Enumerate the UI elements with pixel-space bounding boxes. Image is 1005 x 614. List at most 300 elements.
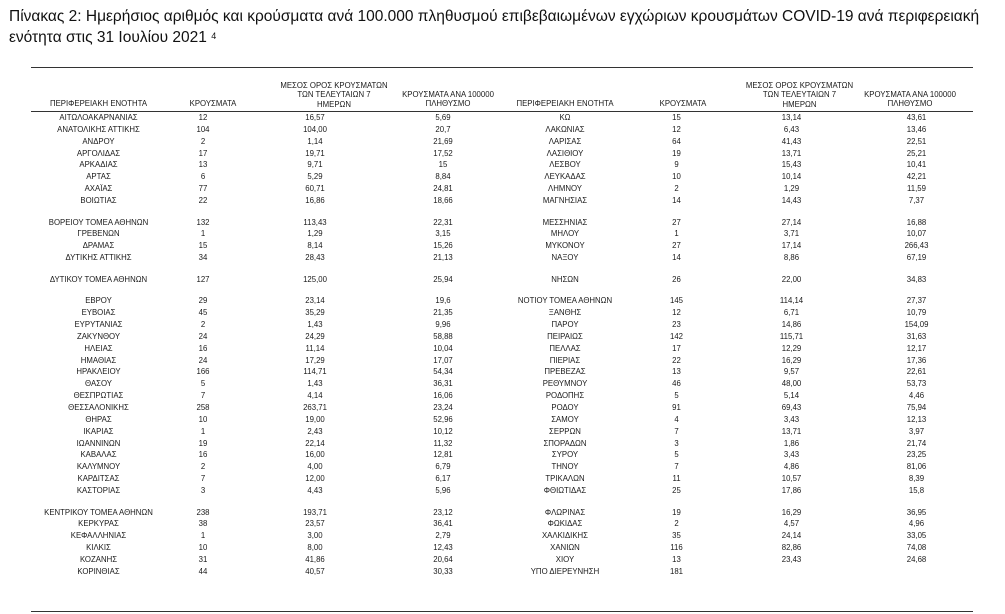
cases-cell: 7 [200,474,206,484]
table-row [500,159,973,171]
per100k-cell: 19,6 [435,296,451,306]
per100k-cell: 9,96 [435,319,451,329]
region-name-cell: ΔΥΤΙΚΗΣ ΑΤΤΙΚΗΣ [65,253,132,263]
per100k-cell: 6,79 [435,462,451,472]
avg7-cell: 41,86 [305,554,325,564]
region-name-cell: ΠΑΡΟΥ [551,319,579,329]
region-name-cell: ΛΕΣΒΟΥ [549,160,581,170]
avg7-cell: 3,00 [307,531,323,541]
region-name-cell: ΖΑΚΥΝΘΟΥ [76,331,121,341]
table-row [500,274,973,286]
regions-table-left [31,112,496,578]
per100k-cell: 15 [438,160,448,170]
table-row [500,343,973,355]
region-name-cell: ΒΟΡΕΙΟΥ ΤΟΜΕΑ ΑΘΗΝΩΝ [48,217,149,227]
avg7-cell: 1,29 [307,229,323,239]
table-row [31,461,496,473]
avg7-cell: 9,71 [307,160,323,170]
per100k-cell: 13,46 [906,124,927,134]
cases-cell: 12 [198,113,208,122]
cases-cell: 2 [674,519,679,529]
avg7-cell: 13,14 [781,113,802,122]
per100k-cell: 33,05 [906,531,927,541]
cases-cell: 7 [674,426,679,436]
regions-table-right [500,112,973,578]
region-name-cell: ΣΕΡΡΩΝ [549,426,581,436]
cases-cell: 2 [200,462,206,472]
table-row [500,331,973,343]
per100k-cell: 21,35 [433,308,453,318]
avg7-cell: 16,57 [305,113,325,122]
region-name-cell: ΕΒΡΟΥ [85,296,112,306]
region-name-cell: ΗΜΑΘΙΑΣ [80,355,117,365]
cases-cell: 132 [196,217,210,227]
table-row [31,252,496,264]
region-name-cell: ΒΟΙΩΤΙΑΣ [80,196,117,206]
avg7-cell: 17,86 [781,485,802,495]
cases-cell: 7 [200,391,206,401]
region-name-cell: ΡΟΔΟΠΗΣ [545,391,585,401]
per100k-cell: 266,43 [904,241,929,251]
region-name-cell: ΝΟΤΙΟΥ ΤΟΜΕΑ ΑΘΗΝΩΝ [517,296,613,306]
table-row [31,171,496,183]
table-row [31,449,496,461]
cases-cell: 64 [672,136,681,146]
region-name-cell: ΗΡΑΚΛΕΙΟΥ [76,367,121,377]
region-name-cell: ΜΗΛΟΥ [550,229,580,239]
table-row [500,438,973,450]
cases-cell: 181 [669,566,683,576]
cases-cell: 24 [198,331,208,341]
header-cases-left [176,99,250,108]
table-row [31,518,496,530]
table-row [31,228,496,240]
region-name-cell: ΤΡΙΚΑΛΩΝ [545,474,585,484]
avg7-cell: 14,43 [781,196,802,206]
per100k-cell: 17,52 [433,148,453,158]
avg7-cell: 1,14 [307,136,323,146]
table-row [500,217,973,229]
per100k-cell: 23,25 [906,450,927,460]
spacer-cell [500,497,973,507]
region-name-cell: ΙΩΑΝΝΙΝΩΝ [76,438,121,448]
cases-cell: 127 [196,274,210,284]
avg7-cell: 4,57 [783,519,800,529]
cases-cell: 15 [672,113,681,122]
region-name-cell: ΑΧΑΪΑΣ [84,184,113,194]
avg7-cell: 12,29 [781,343,802,353]
per100k-cell: 6,17 [435,474,451,484]
table-row [500,252,973,264]
region-name-cell: ΥΠΟ ΔΙΕΡΕΥΝΗΣΗ [530,566,600,576]
region-name-cell: ΘΑΣΟΥ [85,379,112,389]
avg7-cell: 14,86 [781,319,802,329]
avg7-cell: 15,43 [781,160,802,170]
header-cases-right [643,99,723,108]
avg7-cell [723,566,860,578]
region-name-cell: ΝΗΣΩΝ [551,274,579,284]
cases-cell: 35 [672,531,681,541]
spacer-cell [31,286,496,296]
table-spacer-row [500,207,973,217]
header-per100k-right-line1: ΚΡΟΥΣΜΑΤΑ ΑΝΑ 100000 [864,90,956,99]
cases-cell: 1 [200,531,206,541]
per100k-cell [860,566,973,578]
per100k-cell: 24,68 [906,554,927,564]
region-name-cell: ΚΕΦΑΛΛΗΝΙΑΣ [70,531,127,541]
region-name-cell: ΧΙΟΥ [555,554,575,564]
avg7-cell: 41,43 [781,136,802,146]
table-row [500,554,973,566]
header-per100k-left-line2: ΠΛΗΘΥΣΜΟ [425,99,471,109]
region-name-cell: ΦΘΙΩΤΙΔΑΣ [543,485,587,495]
region-name-cell: ΑΡΚΑΔΙΑΣ [79,160,118,170]
cases-cell: 27 [672,241,681,251]
table-row [500,240,973,252]
region-name-cell: ΑΙΤΩΛΟΑΚΑΡΝΑΝΙΑΣ [59,113,138,122]
avg7-cell: 60,71 [305,184,325,194]
cases-cell: 16 [198,450,208,460]
region-name-cell: ΝΑΞΟΥ [551,253,579,263]
per100k-cell: 15,26 [433,241,453,251]
per100k-cell: 15,8 [908,485,925,495]
cases-cell: 5 [200,379,206,389]
per100k-cell: 4,96 [908,519,925,529]
avg7-cell: 114,14 [779,296,804,306]
table-row [500,485,973,497]
table-row [500,402,973,414]
avg7-cell: 13,71 [781,426,802,436]
avg7-cell: 6,71 [783,308,800,318]
avg7-cell: 3,43 [783,450,800,460]
per100k-cell: 21,74 [906,438,927,448]
per100k-cell: 3,97 [908,426,925,436]
table-row [31,307,496,319]
per100k-cell: 36,41 [433,519,453,529]
per100k-cell: 8,39 [908,474,925,484]
table-row [31,566,496,578]
header-per100k-left [388,90,508,109]
avg7-cell: 24,29 [305,331,325,341]
table-title-text: Πίνακας 2: Ημερήσιος αριθμός και κρούσματα ανά 100.000 πληθυσμού επιβεβαιωμένων εγχώριων κρουσμάτων COVID-19 ανά περιφερειακή ενότητα στις 31 Ιουλίου 2021 [9,8,980,46]
region-name-cell: ΛΗΜΝΟΥ [548,184,582,194]
region-name-cell: ΚΕΝΤΡΙΚΟΥ ΤΟΜΕΑ ΑΘΗΝΩΝ [44,507,153,517]
per100k-cell: 154,09 [904,319,929,329]
table-row [500,378,973,390]
table-row [500,183,973,195]
region-name-cell: ΠΡΕΒΕΖΑΣ [544,367,586,377]
avg7-cell: 48,00 [781,379,802,389]
cases-cell: 1 [200,229,206,239]
avg7-cell: 23,43 [781,554,802,564]
cases-cell: 2 [200,319,206,329]
avg7-cell: 115,71 [779,331,804,341]
per100k-cell: 75,94 [906,402,927,412]
table-row [500,473,973,485]
avg7-cell: 114,71 [303,367,327,377]
avg7-cell: 24,14 [781,531,802,541]
region-name-cell: ΠΙΕΡΙΑΣ [549,355,581,365]
per100k-cell: 30,33 [433,566,453,576]
cases-cell: 238 [196,507,210,517]
region-name-cell: ΦΩΚΙΔΑΣ [547,519,583,529]
cases-cell: 19 [672,148,681,158]
header-avg7-right-line2: ΤΩΝ ΤΕΛΕΥΤΑΙΩΝ 7 [762,90,837,100]
header-avg7-right-line3: ΗΜΕΡΩΝ [782,99,817,109]
region-name-cell: ΚΕΡΚΥΡΑΣ [78,519,119,529]
avg7-cell: 23,57 [305,519,325,529]
region-name-cell: ΑΡΤΑΣ [86,172,111,182]
cases-cell: 46 [672,379,681,389]
region-name-cell: ΗΛΕΙΑΣ [84,343,113,353]
avg7-cell: 27,14 [781,217,802,227]
cases-cell: 142 [669,331,683,341]
table-row [31,402,496,414]
table-spacer-row [31,207,496,217]
avg7-cell: 19,00 [305,414,325,424]
region-name-cell: ΚΑΣΤΟΡΙΑΣ [76,485,121,495]
avg7-cell: 82,86 [781,543,802,553]
region-name-cell: ΘΕΣΠΡΩΤΙΑΣ [73,391,124,401]
per100k-cell: 36,95 [906,507,927,517]
header-unit-right [500,99,630,108]
table-row [31,331,496,343]
per100k-cell: 12,13 [906,414,927,424]
avg7-cell: 4,43 [307,485,323,495]
per100k-cell: 23,24 [433,402,453,412]
avg7-cell: 8,86 [783,253,800,263]
region-name-cell: ΞΑΝΘΗΣ [548,308,582,318]
per100k-cell: 2,79 [435,531,451,541]
table-row [31,426,496,438]
avg7-cell: 3,43 [783,414,800,424]
per100k-cell: 10,12 [433,426,453,436]
table-spacer-row [31,286,496,296]
cases-cell: 23 [672,319,681,329]
table-row [500,295,973,307]
table-row [31,542,496,554]
avg7-cell: 10,14 [781,172,802,182]
avg7-cell: 16,00 [305,450,325,460]
table-spacer-row [500,497,973,507]
per100k-cell: 21,13 [433,253,453,263]
per100k-cell: 23,12 [433,507,453,517]
per100k-cell: 21,69 [433,136,453,146]
cases-cell: 38 [198,519,208,529]
avg7-cell: 5,14 [783,391,800,401]
spacer-cell [500,264,973,274]
table-row [500,542,973,554]
table-row [500,507,973,519]
cases-cell: 17 [672,343,681,353]
avg7-cell: 8,00 [307,543,323,553]
table-row [31,355,496,367]
region-name-cell: ΓΡΕΒΕΝΩΝ [77,229,120,239]
cases-cell: 4 [674,414,679,424]
spacer-cell [31,264,496,274]
table-row [31,390,496,402]
avg7-cell: 23,14 [305,296,325,306]
cases-cell: 45 [198,308,208,318]
region-name-cell: ΙΚΑΡΙΑΣ [83,426,114,436]
cases-cell: 5 [674,391,679,401]
per100k-cell: 12,17 [906,343,927,353]
table-row [500,307,973,319]
per100k-cell: 34,83 [906,274,927,284]
per100k-cell: 10,41 [906,160,927,170]
avg7-cell: 4,00 [307,462,323,472]
title-footnote-marker: 4 [211,31,217,41]
region-name-cell: ΔΥΤΙΚΟΥ ΤΟΜΕΑ ΑΘΗΝΩΝ [49,274,148,284]
avg7-cell: 16,86 [305,196,325,206]
avg7-cell: 17,14 [781,241,802,251]
table-row [500,136,973,148]
per100k-cell: 27,37 [906,296,927,306]
region-name-cell: ΛΕΥΚΑΔΑΣ [544,172,586,182]
table-row [31,438,496,450]
cases-cell: 25 [672,485,681,495]
cases-cell: 10 [672,172,681,182]
per100k-cell: 22,61 [906,367,927,377]
region-name-cell: ΘΕΣΣΑΛΟΝΙΚΗΣ [68,402,129,412]
avg7-cell: 11,14 [305,343,325,353]
table-row [500,112,973,124]
per100k-cell: 5,96 [435,485,451,495]
table-row [31,217,496,229]
avg7-cell: 4,86 [783,462,800,472]
table-row [500,518,973,530]
region-name-cell: ΧΑΝΙΩΝ [550,543,580,553]
per100k-cell: 12,43 [433,543,453,553]
table-title [9,6,984,48]
per100k-cell: 74,08 [906,543,927,553]
table-bottom-rule [31,611,973,612]
table-spacer-row [500,264,973,274]
cases-cell: 13 [198,160,208,170]
per100k-cell: 25,21 [906,148,927,158]
cases-cell: 3 [200,485,206,495]
table-spacer-row [31,264,496,274]
avg7-cell: 5,29 [307,172,323,182]
region-name-cell: ΚΩ [559,113,571,122]
cases-cell: 10 [198,414,208,424]
avg7-cell: 3,71 [783,229,800,239]
region-name-cell: ΕΥΒΟΙΑΣ [81,308,116,318]
per100k-cell: 11,32 [433,438,453,448]
regions-table-left-body [31,112,496,578]
avg7-cell: 1,43 [307,379,323,389]
header-cases-right-text: ΚΡΟΥΣΜΑΤΑ [659,99,707,108]
cases-cell: 29 [198,296,208,306]
table-row [31,112,496,124]
per100k-cell: 10,04 [433,343,453,353]
cases-cell: 17 [198,148,208,158]
per100k-cell: 17,36 [906,355,927,365]
per100k-cell: 16,06 [433,391,453,401]
avg7-cell: 17,29 [305,355,325,365]
regions-table-right-body [500,112,973,578]
cases-cell: 10 [198,543,208,553]
table-row [31,124,496,136]
avg7-cell: 8,14 [307,241,323,251]
cases-cell: 5 [674,450,679,460]
table-row [31,183,496,195]
avg7-cell: 10,57 [781,474,802,484]
table-row [500,414,973,426]
per100k-cell: 54,34 [433,367,453,377]
avg7-cell: 9,57 [783,367,800,377]
cases-cell: 13 [672,554,681,564]
table-row [31,295,496,307]
region-name-cell: ΛΑΣΙΘΙΟΥ [546,148,584,158]
table-row [31,485,496,497]
spacer-cell [500,207,973,217]
per100k-cell: 8,84 [435,172,451,182]
per100k-cell: 7,37 [908,196,925,206]
per100k-cell: 10,79 [906,308,927,318]
table-row [500,530,973,542]
region-name-cell: ΜΑΓΝΗΣΙΑΣ [542,196,588,206]
table-row [31,240,496,252]
header-per100k-right-line2: ΠΛΗΘΥΣΜΟ [887,99,933,109]
avg7-cell: 2,43 [307,426,323,436]
table-row [31,366,496,378]
table-row [31,378,496,390]
cases-cell: 77 [198,184,208,194]
spacer-cell [500,286,973,296]
avg7-cell: 193,71 [303,507,327,517]
region-name-cell: ΛΑΚΩΝΙΑΣ [545,124,585,134]
table-row [500,148,973,160]
cases-cell: 12 [672,124,681,134]
header-avg7-left-line3: ΗΜΕΡΩΝ [317,99,351,109]
table-row [500,355,973,367]
avg7-cell: 1,29 [783,184,800,194]
table-row [500,124,973,136]
header-per100k-right [850,90,970,109]
header-per100k-left-line1: ΚΡΟΥΣΜΑΤΑ ΑΝΑ 100000 [402,90,494,99]
region-name-cell: ΜΥΚΟΝΟΥ [545,241,585,251]
cases-cell: 44 [198,566,208,576]
region-name-cell: ΔΡΑΜΑΣ [82,241,115,251]
table-row [500,426,973,438]
table-row [31,319,496,331]
cases-cell: 26 [672,274,681,284]
cases-cell: 19 [672,507,681,517]
avg7-cell: 22,00 [781,274,802,284]
region-name-cell: ΣΥΡΟΥ [551,450,579,460]
per100k-cell: 31,63 [906,331,927,341]
avg7-cell: 1,86 [783,438,800,448]
table-row [500,195,973,207]
cases-cell: 2 [674,184,679,194]
avg7-cell: 113,43 [303,217,327,227]
header-avg7-left-line2: ΤΩΝ ΤΕΛΕΥΤΑΙΩΝ 7 [297,90,371,100]
cases-cell: 19 [198,438,208,448]
region-name-cell: ΑΡΓΟΛΙΔΑΣ [76,148,121,158]
table-row [500,366,973,378]
cases-cell: 166 [196,367,210,377]
table-spacer-row [31,497,496,507]
cases-cell: 1 [200,426,206,436]
table-row [31,159,496,171]
per100k-cell: 16,88 [906,217,927,227]
per100k-cell: 22,51 [906,136,927,146]
per100k-cell: 67,19 [906,253,927,263]
per100k-cell: 58,88 [433,331,453,341]
cases-cell: 31 [198,554,208,564]
table-row [500,319,973,331]
